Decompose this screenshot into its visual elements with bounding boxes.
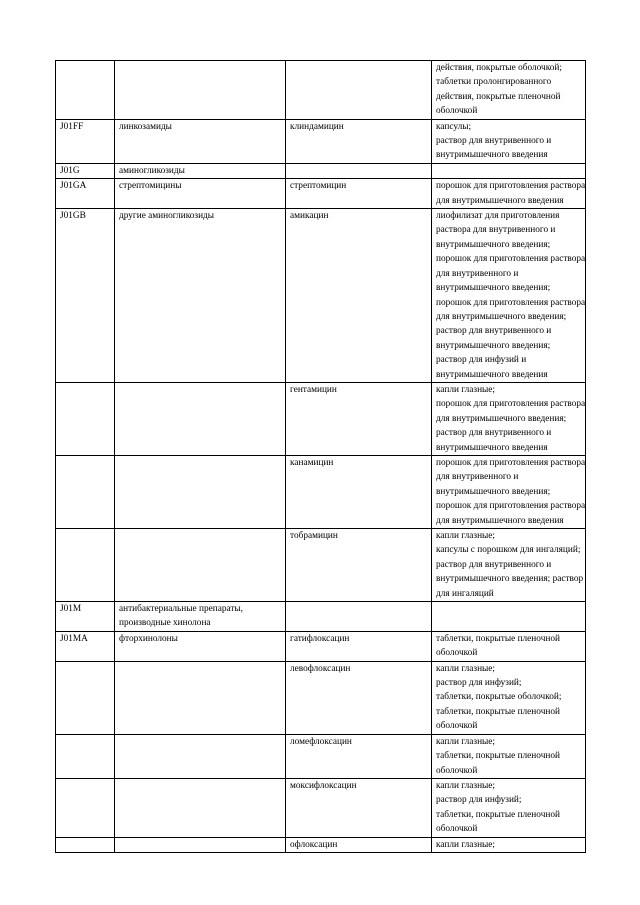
substance-cell [286, 661, 432, 734]
table-row [56, 61, 586, 120]
dosage-forms-cell [432, 61, 586, 120]
substance-cell [286, 602, 432, 632]
dosage-forms-cell [432, 602, 586, 632]
group-line: фторхинолоны [119, 633, 178, 644]
table-row [56, 778, 586, 837]
substance-cell [286, 179, 432, 209]
substance-cell [286, 382, 432, 455]
atc-code: J01FF [60, 121, 84, 132]
drug-table-body [56, 61, 586, 853]
dosage-form-line: внутримышечного введения; [436, 239, 551, 250]
table-row [56, 163, 586, 178]
dosage-form-line: действия, покрытые пленочной [436, 91, 561, 102]
dosage-forms-cell [432, 119, 586, 163]
dosage-forms-cell [432, 163, 586, 178]
atc-code-cell [56, 602, 115, 632]
dosage-form-line: внутримышечного введения [436, 150, 548, 161]
substance-name: гентамицин [290, 384, 337, 395]
group-cell [115, 631, 286, 661]
dosage-form-line: таблетки, покрытые оболочкой; [436, 692, 562, 703]
dosage-form-line: для внутримышечного введения [436, 515, 564, 526]
substance-name: клиндамицин [290, 121, 344, 132]
dosage-form-line: порошок для приготовления раствора [436, 501, 586, 512]
table-row [56, 382, 586, 455]
group-cell [115, 602, 286, 632]
group-line: другие аминогликозиды [119, 211, 215, 222]
table-row [56, 602, 586, 632]
group-cell [115, 163, 286, 178]
dosage-form-line: капли глазные; [436, 384, 496, 395]
atc-code: J01GB [60, 211, 86, 222]
dosage-form-line: капли глазные; [436, 663, 496, 674]
dosage-form-line: капли глазные; [436, 531, 496, 541]
dosage-form-line: для внутримышечного введения [436, 195, 564, 206]
substance-cell [286, 119, 432, 163]
substance-name: стрептомицин [290, 181, 347, 192]
group-line: антибактериальные препараты, [119, 604, 243, 615]
dosage-form-line: внутримышечного введения [436, 369, 548, 380]
group-cell [115, 778, 286, 837]
dosage-form-line: порошок для приготовления раствора [436, 457, 586, 468]
dosage-form-line: раствор для инфузий и [436, 355, 527, 366]
group-cell [115, 209, 286, 383]
table-row [56, 455, 586, 528]
atc-code-cell [56, 163, 115, 178]
group-line: линкозамиды [119, 121, 172, 132]
substance-cell [286, 778, 432, 837]
table-row [56, 179, 586, 209]
substance-cell [286, 455, 432, 528]
dosage-form-line: оболочкой [436, 721, 478, 732]
atc-code-cell [56, 119, 115, 163]
group-line: стрептомицины [119, 181, 182, 192]
table-row [56, 631, 586, 661]
dosage-form-line: порошок для приготовления раствора [436, 399, 586, 410]
dosage-form-line: таблетки, покрытые пленочной [436, 633, 560, 644]
dosage-forms-cell [432, 778, 586, 837]
dosage-form-line: раствор для внутривенного и [436, 428, 552, 439]
dosage-form-line: раствора для внутривенного и [436, 225, 556, 236]
dosage-form-line: раствор для внутривенного и [436, 136, 552, 147]
dosage-forms-cell [432, 837, 586, 852]
dosage-form-line: для внутримышечного введения; [436, 311, 567, 322]
atc-code: J01G [60, 165, 80, 176]
dosage-form-line: раствор для инфузий; [436, 678, 522, 689]
dosage-form-line: действия, покрытые оболочкой; [436, 63, 562, 73]
dosage-form-line: раствор для внутривенного и [436, 559, 552, 570]
group-cell [115, 119, 286, 163]
table-row [56, 734, 586, 778]
atc-code-cell [56, 61, 115, 120]
substance-cell [286, 209, 432, 383]
substance-cell [286, 837, 432, 852]
dosage-forms-cell [432, 734, 586, 778]
atc-code-cell [56, 179, 115, 209]
group-cell [115, 179, 286, 209]
substance-name: канамицин [290, 457, 334, 468]
dosage-form-line: внутримышечного введения; [436, 486, 551, 497]
substance-name: ломефлоксацин [290, 736, 352, 747]
dosage-form-line: для внутримышечного введения; [436, 413, 567, 424]
dosage-form-line: оболочкой [436, 106, 478, 117]
dosage-form-line: таблетки, покрытые пленочной [436, 809, 560, 820]
group-cell [115, 529, 286, 602]
substance-name: гатифлоксацин [290, 633, 350, 644]
dosage-form-line: капсулы; [436, 121, 472, 132]
dosage-forms-cell [432, 455, 586, 528]
dosage-form-line: порошок для приготовления раствора [436, 254, 586, 265]
atc-code-cell [56, 455, 115, 528]
dosage-forms-cell [432, 661, 586, 734]
substance-cell [286, 734, 432, 778]
dosage-form-line: таблетки, покрытые пленочной [436, 751, 560, 762]
dosage-form-line: капли глазные; [436, 780, 496, 791]
group-line: производные хинолона [119, 618, 211, 629]
table-row [56, 529, 586, 602]
dosage-forms-cell [432, 179, 586, 209]
table-row [56, 209, 586, 383]
dosage-form-line: лиофилизат для приготовления [436, 211, 560, 222]
atc-code-cell [56, 778, 115, 837]
substance-name: тобрамицин [290, 531, 338, 541]
dosage-forms-cell [432, 631, 586, 661]
substance-cell [286, 163, 432, 178]
dosage-form-line: для внутривенного и [436, 268, 519, 279]
dosage-form-line: капсулы с порошком для ингаляций; [436, 545, 581, 556]
dosage-form-line: оболочкой [436, 765, 478, 776]
table-row [56, 119, 586, 163]
substance-name: офлоксацин [290, 839, 338, 850]
substance-name: моксифлоксацин [290, 780, 357, 791]
substance-cell [286, 61, 432, 120]
group-line: аминогликозиды [119, 165, 185, 176]
substance-cell [286, 631, 432, 661]
dosage-form-line: внутримышечного введения [436, 442, 548, 453]
atc-code-cell [56, 631, 115, 661]
atc-code: J01MA [60, 633, 88, 644]
atc-code-cell [56, 382, 115, 455]
group-cell [115, 61, 286, 120]
atc-code: J01GA [60, 181, 87, 192]
group-cell [115, 837, 286, 852]
table-row [56, 837, 586, 852]
dosage-form-line: капли глазные; [436, 839, 496, 850]
group-cell [115, 455, 286, 528]
drug-table [55, 60, 586, 853]
dosage-form-line: раствор для инфузий; [436, 795, 522, 806]
group-cell [115, 661, 286, 734]
dosage-form-line: для внутривенного и [436, 472, 519, 483]
dosage-form-line: для ингаляций [436, 588, 494, 599]
group-cell [115, 734, 286, 778]
substance-name: амикацин [290, 211, 329, 222]
dosage-forms-cell [432, 529, 586, 602]
dosage-forms-cell [432, 209, 586, 383]
dosage-form-line: раствор для внутривенного и [436, 326, 552, 337]
dosage-forms-cell [432, 382, 586, 455]
atc-code-cell [56, 529, 115, 602]
dosage-form-line: оболочкой [436, 648, 478, 659]
dosage-form-line: порошок для приготовления раствора [436, 297, 586, 308]
dosage-form-line: таблетки пролонгированного [436, 77, 552, 88]
dosage-form-line: порошок для приготовления раствора [436, 181, 586, 192]
dosage-form-line: капли глазные; [436, 736, 496, 747]
atc-code-cell [56, 209, 115, 383]
group-cell [115, 382, 286, 455]
atc-code-cell [56, 734, 115, 778]
substance-cell [286, 529, 432, 602]
atc-code: J01M [60, 604, 82, 615]
substance-name: левофлоксацин [290, 663, 351, 674]
table-row [56, 661, 586, 734]
dosage-form-line: оболочкой [436, 824, 478, 835]
dosage-form-line: таблетки, покрытые пленочной [436, 706, 560, 717]
dosage-form-line: внутримышечного введения; [436, 283, 551, 294]
atc-code-cell [56, 837, 115, 852]
dosage-form-line: внутримышечного введения; раствор [436, 574, 584, 585]
dosage-form-line: внутримышечного введения; [436, 340, 551, 351]
atc-code-cell [56, 661, 115, 734]
